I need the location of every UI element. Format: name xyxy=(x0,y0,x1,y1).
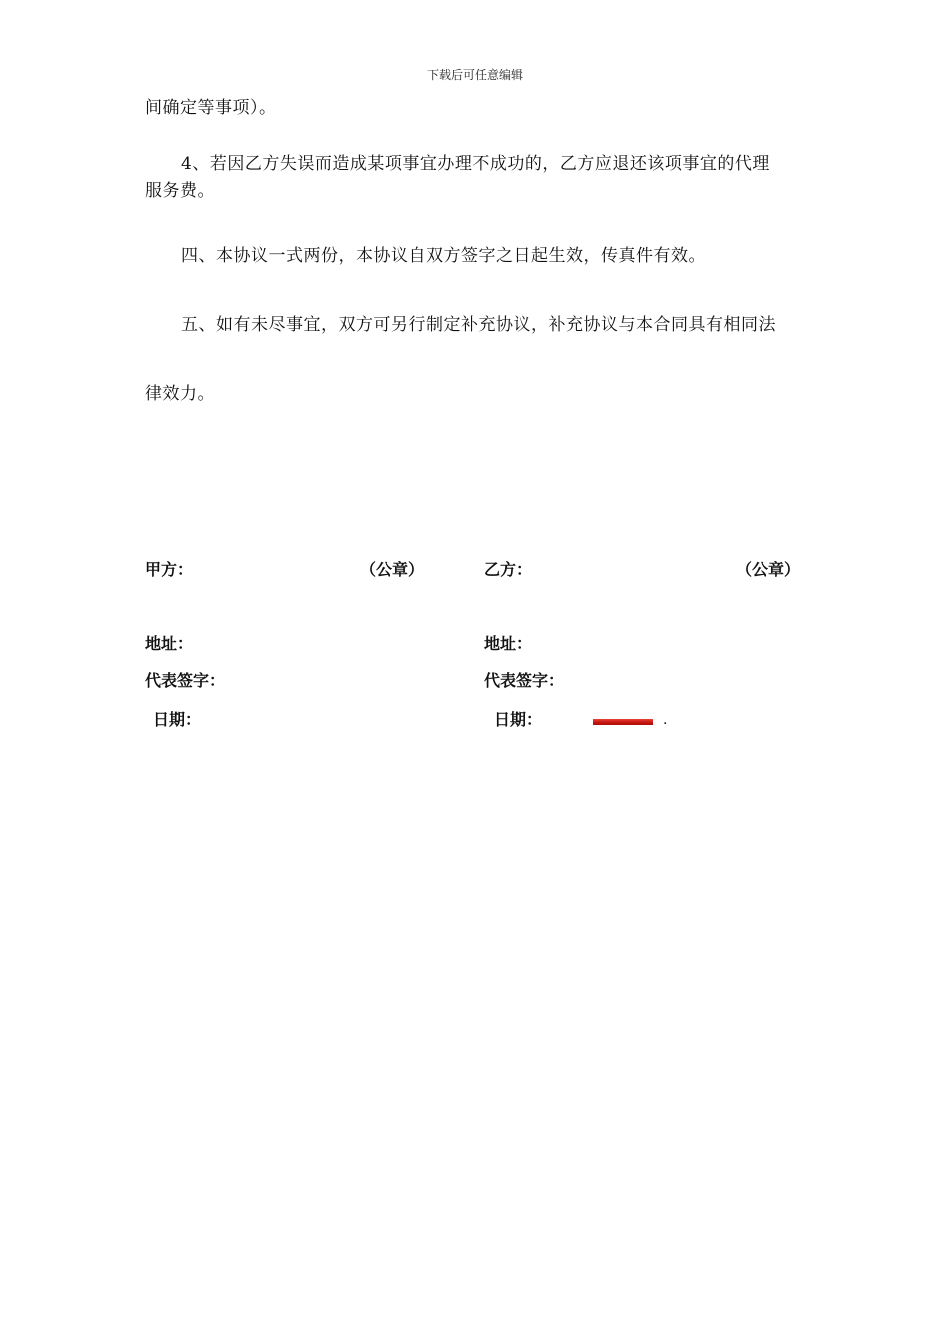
party-b-seal: （公章） xyxy=(736,560,801,579)
clause-4-line-1: 4、若因乙方失误而造成某项事宜办理不成功的，乙方应退还该项事宜的代理 xyxy=(181,154,770,174)
trailing-mark: . xyxy=(663,712,668,728)
clause-4-line-2: 服务费。 xyxy=(145,181,215,201)
party-a-seal: （公章） xyxy=(360,560,425,579)
party-a-address: 地址： xyxy=(145,634,194,653)
signature-mark xyxy=(593,719,653,725)
clause-four: 四、本协议一式两份，本协议自双方签字之日起生效，传真件有效。 xyxy=(181,246,706,266)
party-b-label: 乙方： xyxy=(484,560,533,579)
paragraph-line: 间确定等事项）。 xyxy=(145,98,277,118)
party-b-address: 地址： xyxy=(484,634,533,653)
clause-five-line-2: 律效力。 xyxy=(145,384,215,404)
clause-five-line-1: 五、如有未尽事宜，双方可另行制定补充协议，补充协议与本合同具有相同法 xyxy=(181,315,776,335)
party-b-date: 日期： xyxy=(494,710,543,729)
party-a-rep-sign: 代表签字： xyxy=(145,671,226,690)
party-a-date: 日期： xyxy=(153,710,202,729)
party-a-label: 甲方： xyxy=(145,560,194,579)
page-header-note: 下载后可任意编辑 xyxy=(426,68,523,82)
party-b-rep-sign: 代表签字： xyxy=(484,671,565,690)
